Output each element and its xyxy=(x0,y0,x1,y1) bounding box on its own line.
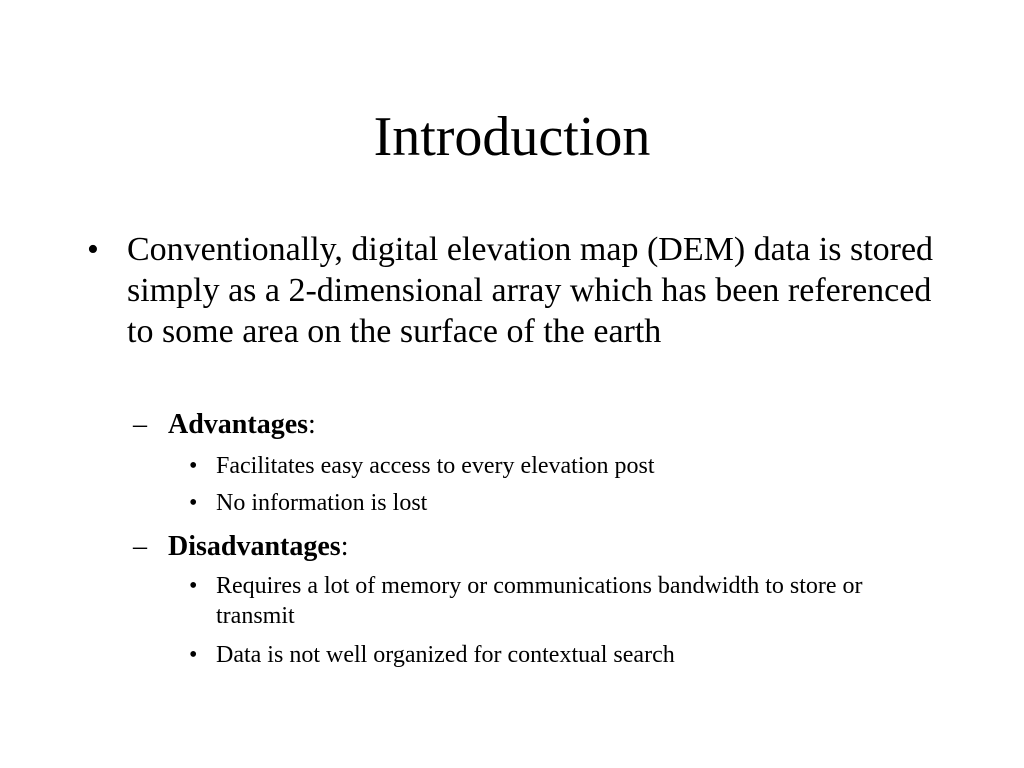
disadvantages-heading xyxy=(133,530,348,564)
dash-marker: – xyxy=(133,409,147,440)
advantages-colon: : xyxy=(308,409,316,440)
disadvantage-item xyxy=(189,640,909,670)
advantage-item-text: Facilitates easy access to every elevation post xyxy=(216,453,655,479)
disadvantage-item-text: Requires a lot of memory or communications bandwidth to store or transmit xyxy=(216,573,863,629)
bullet-marker: • xyxy=(189,490,198,516)
advantage-item xyxy=(189,451,909,481)
disadvantages-colon: : xyxy=(340,531,349,562)
disadvantage-item-text: Data is not well organized for contextual search xyxy=(216,642,675,668)
bullet-marker: • xyxy=(189,642,198,668)
main-bullet-text: Conventionally, digital elevation map (DEM) data is stored simply as a 2-dimensional array which has been referenced to some area on the surface of the earth xyxy=(127,231,934,350)
bullet-marker: • xyxy=(189,573,198,599)
advantages-label: Advantages xyxy=(168,409,309,440)
dash-marker: – xyxy=(133,531,147,562)
advantage-item xyxy=(189,488,909,518)
advantage-item-text: No information is lost xyxy=(216,490,428,516)
bullet-marker: • xyxy=(87,231,99,268)
slide-title: Introduction xyxy=(373,106,651,168)
advantages-heading xyxy=(133,408,316,442)
bullet-marker: • xyxy=(189,453,198,479)
main-bullet xyxy=(87,229,947,352)
disadvantages-label: Disadvantages xyxy=(168,531,341,562)
disadvantage-item xyxy=(189,571,909,631)
